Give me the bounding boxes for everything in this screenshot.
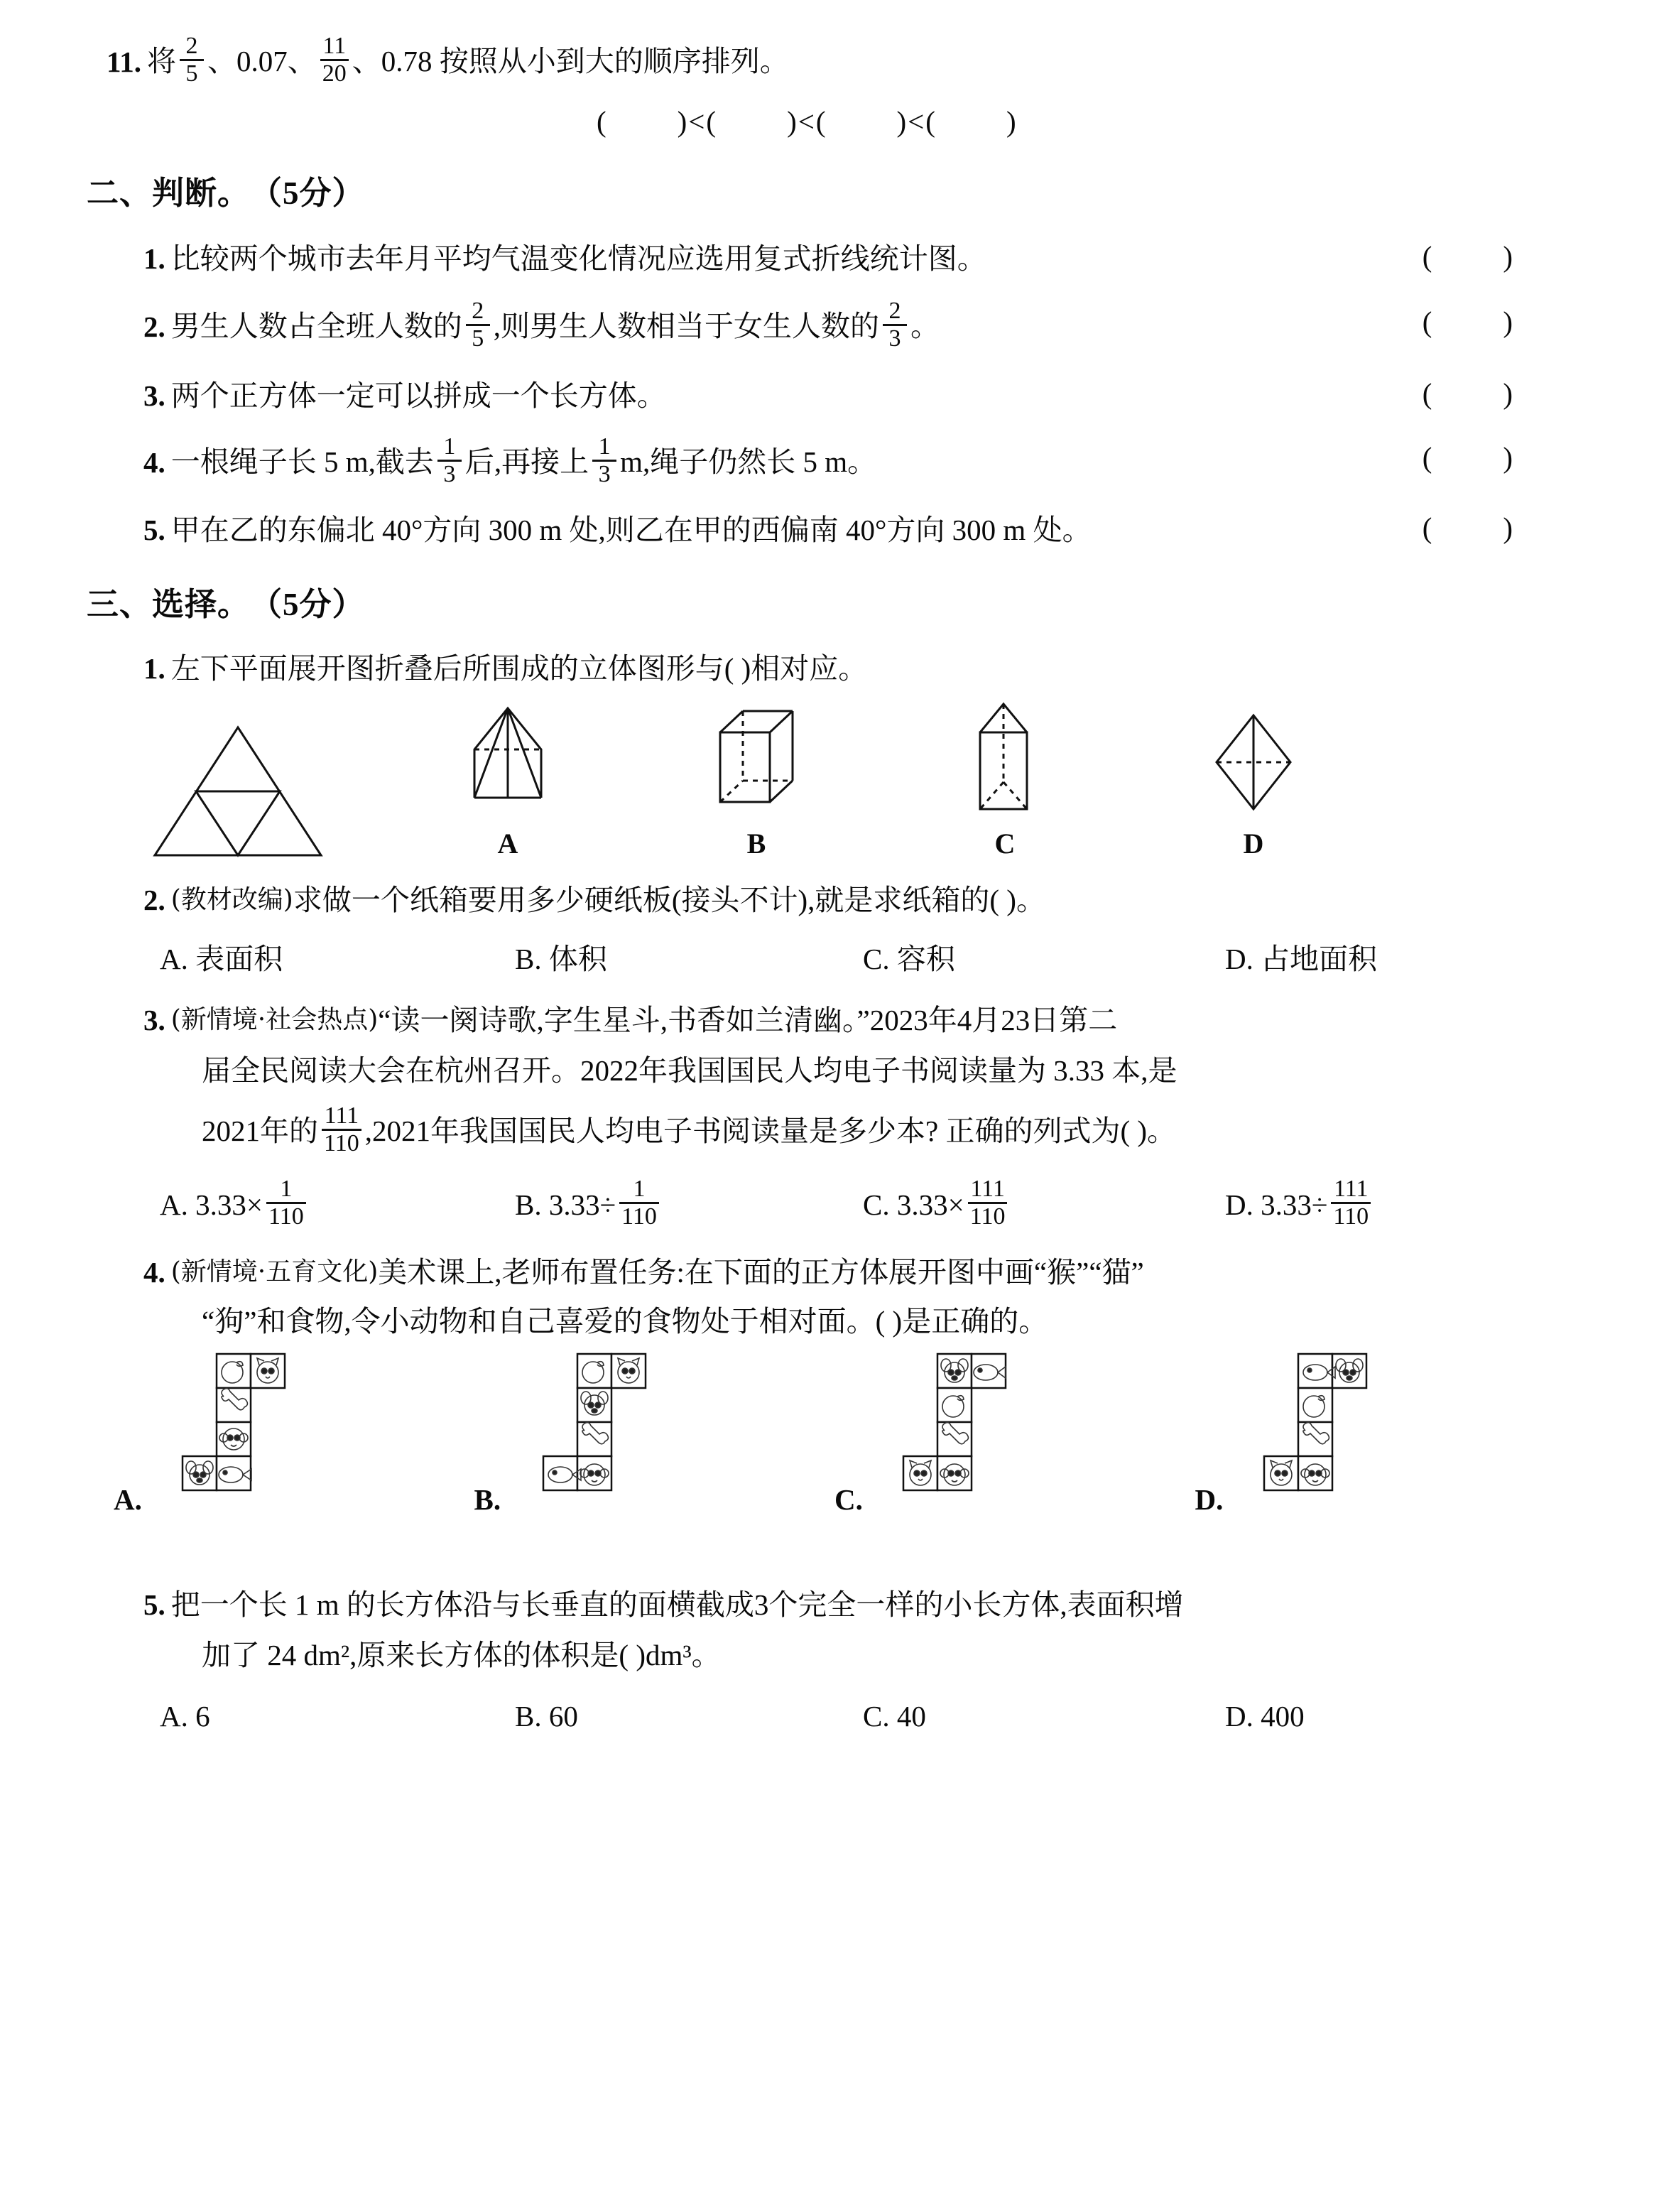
choice-5-option-d[interactable]: D. 400 [1225, 1700, 1305, 1733]
fraction-denominator: 5 [472, 325, 484, 352]
question-11-separator: 、0.07、 [207, 44, 317, 77]
choice-item-4-tag: (新情境·五育文化) [170, 1257, 379, 1287]
choice-item-3-options [107, 1178, 1609, 1231]
shape-option-c-label: C [994, 828, 1016, 860]
choice-2-option-d[interactable]: D. 占地面积 [1225, 943, 1378, 976]
fraction-denominator: 110 [324, 1130, 359, 1157]
choice-item-3 [143, 1003, 1555, 1037]
cube-net-option-d[interactable] [1195, 1352, 1556, 1569]
fraction-numerator: 2 [888, 298, 901, 325]
shape-option-a-label: A [497, 828, 518, 860]
bipyramid-icon [1204, 698, 1303, 823]
choice-3-option-d-label: D. 3.33÷ [1225, 1188, 1328, 1221]
cube-net-option-c[interactable] [834, 1352, 1195, 1569]
fraction-numerator: 1 [598, 433, 611, 460]
cube-net-option-d-label: D. [1195, 1483, 1224, 1517]
choice-item-3-line-3a: 2021年的 [202, 1115, 318, 1148]
choice-item-5 [143, 1588, 1555, 1622]
fraction-denominator: 110 [969, 1203, 1006, 1230]
judge-item-3-blank[interactable]: ( ) [1422, 377, 1514, 411]
triangle-net-icon [149, 722, 327, 860]
choice-item-1 [143, 651, 1555, 685]
page-content [87, 32, 1555, 1733]
fraction-2-5 [180, 33, 204, 87]
choice-3-option-a[interactable] [160, 1178, 515, 1231]
choice-item-4-line-2: “狗”和食物,令小动物和自己喜爱的食物处于相对面。( )是正确的。 [202, 1305, 1048, 1338]
judge-item-4-text-b: 后,再接上 [464, 445, 589, 479]
fraction-1-3 [592, 434, 616, 487]
choice-item-2-options [107, 936, 1609, 977]
section-judge-heading [87, 167, 1555, 213]
section-judge-points: （5分） [250, 175, 365, 212]
judge-item-3-text: 两个正方体一定可以拼成一个长方体。 [170, 379, 666, 412]
choice-item-1-text: 左下平面展开图折叠后所围成的立体图形与( )相对应。 [170, 651, 868, 685]
judge-item-4-blank[interactable]: ( ) [1422, 441, 1514, 475]
fraction-denominator: 3 [598, 461, 611, 488]
choice-item-2-tag: (教材改编) [170, 885, 293, 915]
shape-option-c[interactable] [881, 698, 1129, 860]
fraction-1-110 [266, 1176, 306, 1230]
judge-item-2 [107, 300, 1555, 353]
shape-option-d-label: D [1243, 828, 1264, 860]
judge-item-2-text-c: 。 [910, 310, 940, 343]
choice-item-3-line-3b: ,2021年我国国民人均电子书阅读量是多少本? 正确的列式为( )。 [364, 1115, 1177, 1148]
cube-net-option-a-label: A. [114, 1483, 142, 1517]
judge-item-4 [107, 435, 1555, 489]
choice-item-5-line-2: 加了 24 dm²,原来长方体的体积是( )dm³。 [202, 1639, 721, 1672]
section-choice-title: 三、选择。 [87, 587, 251, 623]
fraction-denominator: 20 [322, 60, 347, 87]
choice-2-option-a[interactable]: A. 表面积 [160, 943, 283, 976]
choice-item-5-line-1: 把一个长 1 m 的长方体沿与长垂直的面横截成3个完全一样的小长方体,表面积增 [170, 1588, 1184, 1621]
question-11-answer-row [107, 107, 1555, 137]
fraction-numerator: 2 [472, 298, 484, 325]
choice-2-option-b[interactable]: B. 体积 [515, 943, 607, 976]
choice-item-3-line3-row [202, 1102, 1555, 1158]
fraction-denominator: 3 [443, 461, 456, 488]
choice-item-3-line-2: 届全民阅读大会在杭州召开。2022年我国国民人均电子书阅读量为 3.33 本,是 [202, 1054, 1177, 1088]
cube-net-a-icon [181, 1352, 288, 1569]
fraction-111-110 [1331, 1176, 1371, 1230]
choice-3-option-a-label: A. 3.33× [160, 1188, 263, 1221]
question-11-suffix: 、0.78 按照从小到大的顺序排列。 [352, 44, 789, 77]
choice-item-4-line2-row [202, 1306, 1555, 1337]
judge-item-1-text: 比较两个城市去年月平均气温变化情况应选用复式折线统计图。 [170, 242, 986, 275]
choice-item-5-number: 5. [143, 1588, 165, 1622]
section-judge-title: 二、判断。 [87, 175, 251, 212]
fraction-numerator: 111 [1334, 1176, 1369, 1203]
judge-item-1-blank[interactable]: ( ) [1422, 240, 1514, 273]
choice-item-4-number: 4. [143, 1256, 165, 1289]
fraction-numerator: 2 [185, 33, 198, 59]
fraction-denominator: 3 [888, 325, 901, 352]
question-11-number: 11. [107, 45, 141, 78]
fraction-111-110 [322, 1103, 361, 1156]
choice-2-option-c[interactable]: C. 容积 [863, 943, 955, 976]
choice-5-option-a[interactable]: A. 6 [160, 1700, 210, 1733]
judge-item-1-number: 1. [143, 242, 165, 276]
fraction-1-110 [619, 1176, 659, 1230]
cuboid-icon [709, 698, 805, 823]
cube-net-b-icon [542, 1352, 648, 1569]
fraction-numerator: 11 [322, 33, 347, 59]
judge-item-4-text-c: m,绳子仍然长 5 m。 [620, 445, 877, 479]
question-11-prefix: 将 [147, 44, 176, 77]
cube-net-option-b[interactable] [474, 1352, 835, 1569]
judge-item-4-text-a: 一根绳子长 5 m,截去 [170, 445, 434, 479]
cube-net-options-row [107, 1352, 1555, 1569]
fraction-11-20 [320, 33, 349, 87]
choice-item-2-text: 求做一个纸箱要用多少硬纸板(接头不计),就是求纸箱的( )。 [293, 883, 1045, 916]
judge-item-1 [107, 242, 1555, 276]
choice-item-3-line2-row [202, 1056, 1555, 1086]
fraction-numerator: 1 [443, 433, 456, 460]
prism-pyramid-icon [962, 698, 1048, 823]
cube-net-option-b-label: B. [474, 1483, 501, 1517]
cube-net-d-icon [1263, 1352, 1369, 1569]
choice-1-figure-row [107, 698, 1555, 860]
choice-3-option-b-label: B. 3.33÷ [515, 1188, 616, 1221]
fraction-numerator: 1 [280, 1176, 293, 1203]
cube-net-option-c-label: C. [834, 1483, 863, 1517]
choice-item-2 [143, 883, 1555, 917]
judge-item-5-text: 甲在乙的东偏北 40°方向 300 m 处,则乙在甲的西偏南 40°方向 300 m 处。 [170, 513, 1092, 546]
fraction-denominator: 110 [621, 1203, 657, 1230]
fraction-denominator: 110 [268, 1203, 304, 1230]
fraction-denominator: 5 [185, 60, 198, 87]
fraction-denominator: 110 [1333, 1203, 1369, 1230]
judge-item-5-blank[interactable]: ( ) [1422, 511, 1514, 545]
triangular-pyramid-icon [462, 698, 554, 823]
choice-5-option-c[interactable]: C. 40 [863, 1700, 926, 1733]
choice-3-option-c-label: C. 3.33× [863, 1188, 964, 1221]
answer-blanks[interactable]: ( )<( )<( )<( ) [597, 105, 1018, 138]
shape-option-d[interactable] [1129, 698, 1378, 860]
fraction-2-5 [466, 298, 490, 352]
choice-5-option-b[interactable]: B. 60 [515, 1700, 578, 1733]
choice-3-option-d[interactable] [1225, 1178, 1374, 1231]
fraction-numerator: 111 [970, 1176, 1005, 1203]
choice-item-5-line2-row [202, 1640, 1555, 1671]
choice-item-3-number: 3. [143, 1004, 165, 1037]
cube-net-option-a[interactable] [114, 1352, 474, 1569]
section-choice-points: （5分） [250, 587, 365, 623]
judge-item-4-number: 4. [143, 445, 165, 479]
shape-option-b-label: B [746, 828, 766, 860]
judge-item-5 [107, 513, 1555, 547]
fraction-numerator: 111 [324, 1102, 359, 1129]
shape-option-a[interactable] [384, 698, 632, 860]
fraction-1-3 [437, 434, 462, 487]
choice-item-3-tag: (新情境·社会热点) [170, 1005, 379, 1035]
cube-net-c-icon [902, 1352, 1008, 1569]
shape-option-b[interactable] [632, 698, 881, 860]
fraction-111-110 [968, 1176, 1008, 1230]
judge-item-5-number: 5. [143, 514, 165, 547]
fraction-numerator: 1 [633, 1176, 646, 1203]
choice-3-option-b[interactable] [515, 1178, 863, 1231]
judge-item-2-text-b: ,则男生人数相当于女生人数的 [493, 310, 879, 343]
triangle-net-figure [149, 722, 384, 860]
judge-item-3-number: 3. [143, 379, 165, 413]
judge-item-2-number: 2. [143, 310, 165, 343]
choice-item-2-number: 2. [143, 884, 165, 917]
choice-item-5-options [107, 1699, 1609, 1733]
choice-item-3-line-1: “读一阕诗歌,字生星斗,书香如兰清幽。”2023年4月23日第二 [378, 1003, 1118, 1036]
section-choice-heading [87, 578, 1555, 624]
judge-item-2-blank[interactable]: ( ) [1422, 305, 1514, 339]
choice-item-4-line-1: 美术课上,老师布置任务:在下面的正方体展开图中画“猴”“猫” [378, 1255, 1144, 1289]
judge-item-3 [107, 379, 1555, 413]
choice-item-1-number: 1. [143, 652, 165, 685]
choice-3-option-c[interactable] [863, 1178, 1225, 1231]
judge-item-2-text-a: 男生人数占全班人数的 [170, 310, 462, 343]
fraction-2-3 [883, 298, 907, 352]
choice-item-4 [143, 1255, 1555, 1289]
question-11 [107, 35, 1555, 88]
